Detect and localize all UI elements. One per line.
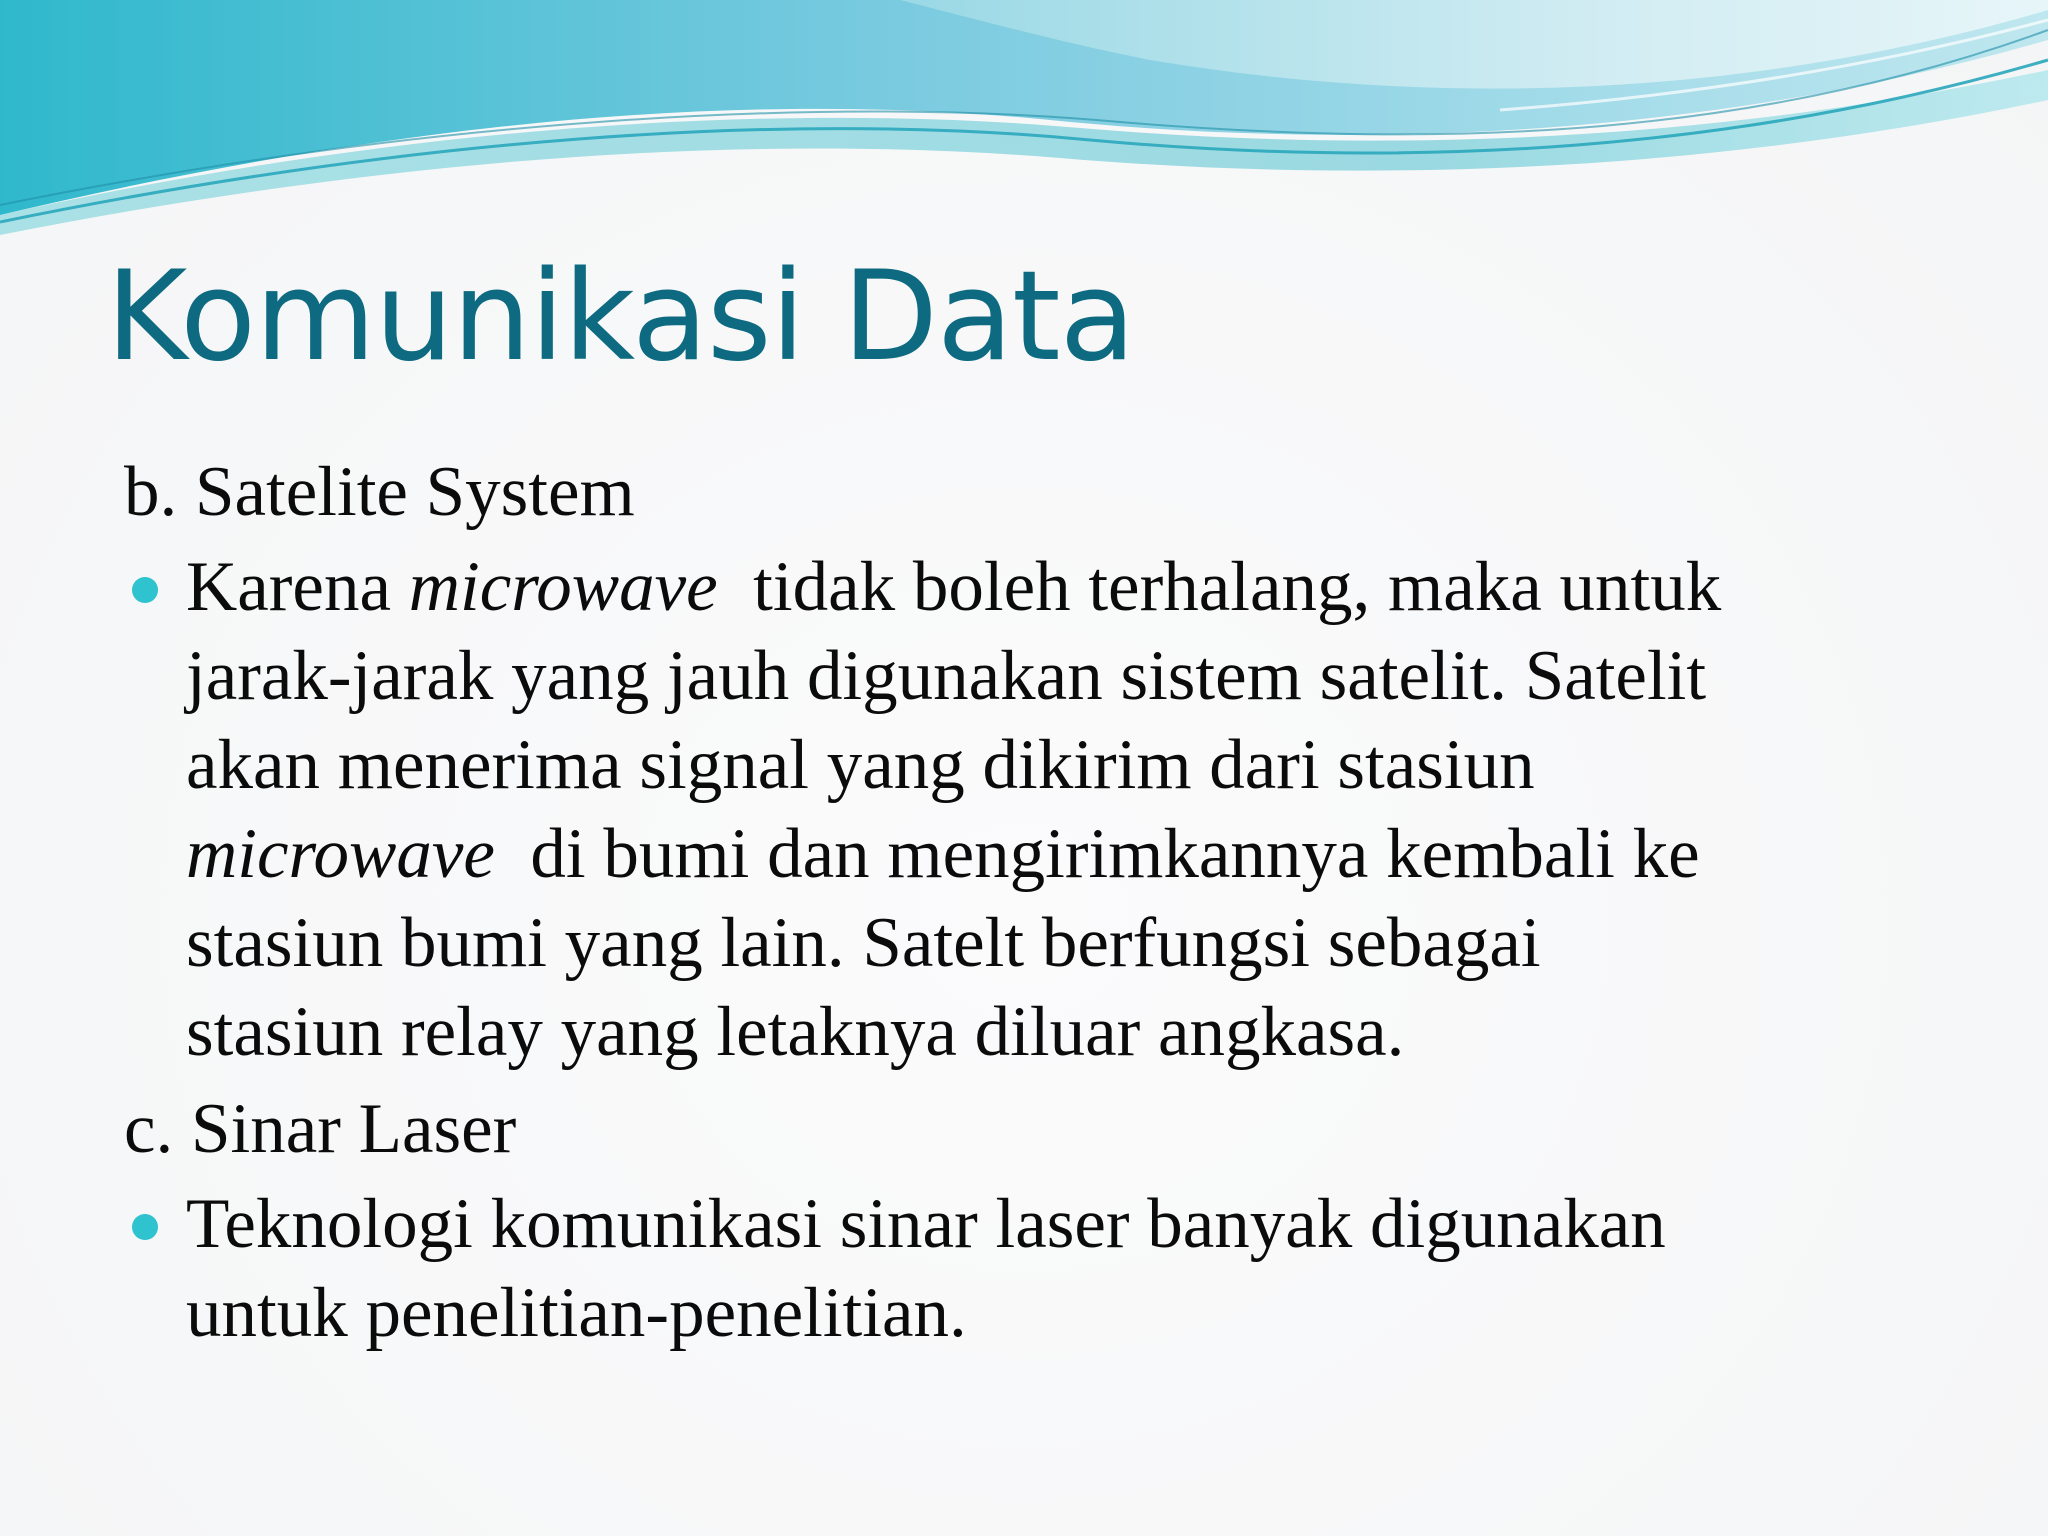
text-run: Karena [186, 548, 409, 626]
slide-title: Komunikasi Data [106, 245, 1135, 389]
bullet-satelite-system [124, 543, 1984, 1077]
bullet-sinar-laser [124, 1180, 1984, 1358]
bullet-line [186, 810, 1984, 899]
section-heading-satelite-system: b. Satelite System [124, 453, 635, 531]
bullet-line [186, 543, 1984, 632]
bullet-line: akan menerima signal yang dikirim dari stasiun [186, 726, 1535, 804]
italic-term-microwave: microwave [408, 548, 718, 626]
text-run: tidak boleh terhalang, maka untuk [717, 548, 1722, 626]
bullet-line: stasiun relay yang letaknya diluar angkasa. [186, 993, 1405, 1071]
slide-body [124, 448, 1984, 1366]
bullet-line: jarak-jarak yang jauh digunakan sistem satelit. Satelit [186, 637, 1707, 715]
bullet-icon [132, 577, 158, 603]
italic-term-microwave: microwave [186, 815, 495, 893]
text-run: di bumi dan mengirimkannya kembali ke [494, 815, 1700, 893]
bullet-line: Teknologi komunikasi sinar laser banyak digunakan [186, 1185, 1666, 1263]
section-heading-sinar-laser: c. Sinar Laser [124, 1090, 517, 1168]
header-wave-decoration [0, 0, 2048, 260]
bullet-icon [132, 1214, 158, 1240]
bullet-line: stasiun bumi yang lain. Satelt berfungsi sebagai [186, 904, 1541, 982]
bullet-line: untuk penelitian-penelitian. [186, 1274, 967, 1352]
